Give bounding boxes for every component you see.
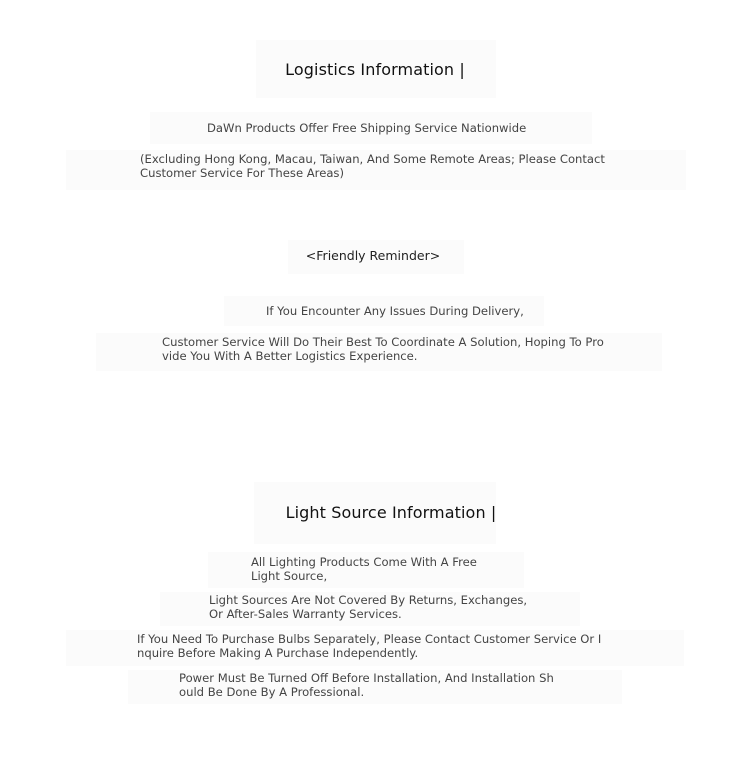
title-cursor: |: [490, 503, 497, 522]
free-shipping-text: DaWn Products Offer Free Shipping Service Nationwide: [207, 121, 527, 135]
excluding-areas-text: (Excluding Hong Kong, Macau, Taiwan, And Some Remote Areas; Please Contact Customer Service For These Areas): [140, 152, 605, 180]
logistics-title: Logistics Information: [285, 60, 455, 79]
coordinate-solution-text: Customer Service Will Do Their Best To Coordinate A Solution, Hoping To Provide You With A Better Logistics Experience.: [162, 335, 604, 363]
logistics-heading: [0, 60, 750, 79]
not-covered-text: Light Sources Are Not Covered By Returns, Exchanges, Or After-Sales Warranty Services.: [209, 593, 528, 621]
power-off-text: Power Must Be Turned Off Before Installation, And Installation Should Be Done By A Professional.: [179, 671, 554, 699]
purchase-bulbs-text: If You Need To Purchase Bulbs Separately, Please Contact Customer Service Or Inquire Before Making A Purchase Independently.: [137, 632, 602, 660]
free-light-source-text: All Lighting Products Come With A Free Light Source,: [251, 555, 477, 583]
light-source-title: Light Source Information: [285, 503, 486, 522]
title-cursor: |: [459, 60, 465, 79]
delivery-issues-text: If You Encounter Any Issues During Delivery,: [266, 304, 524, 318]
light-source-heading: [0, 503, 750, 522]
friendly-reminder-label: <Friendly Reminder>: [305, 248, 441, 263]
